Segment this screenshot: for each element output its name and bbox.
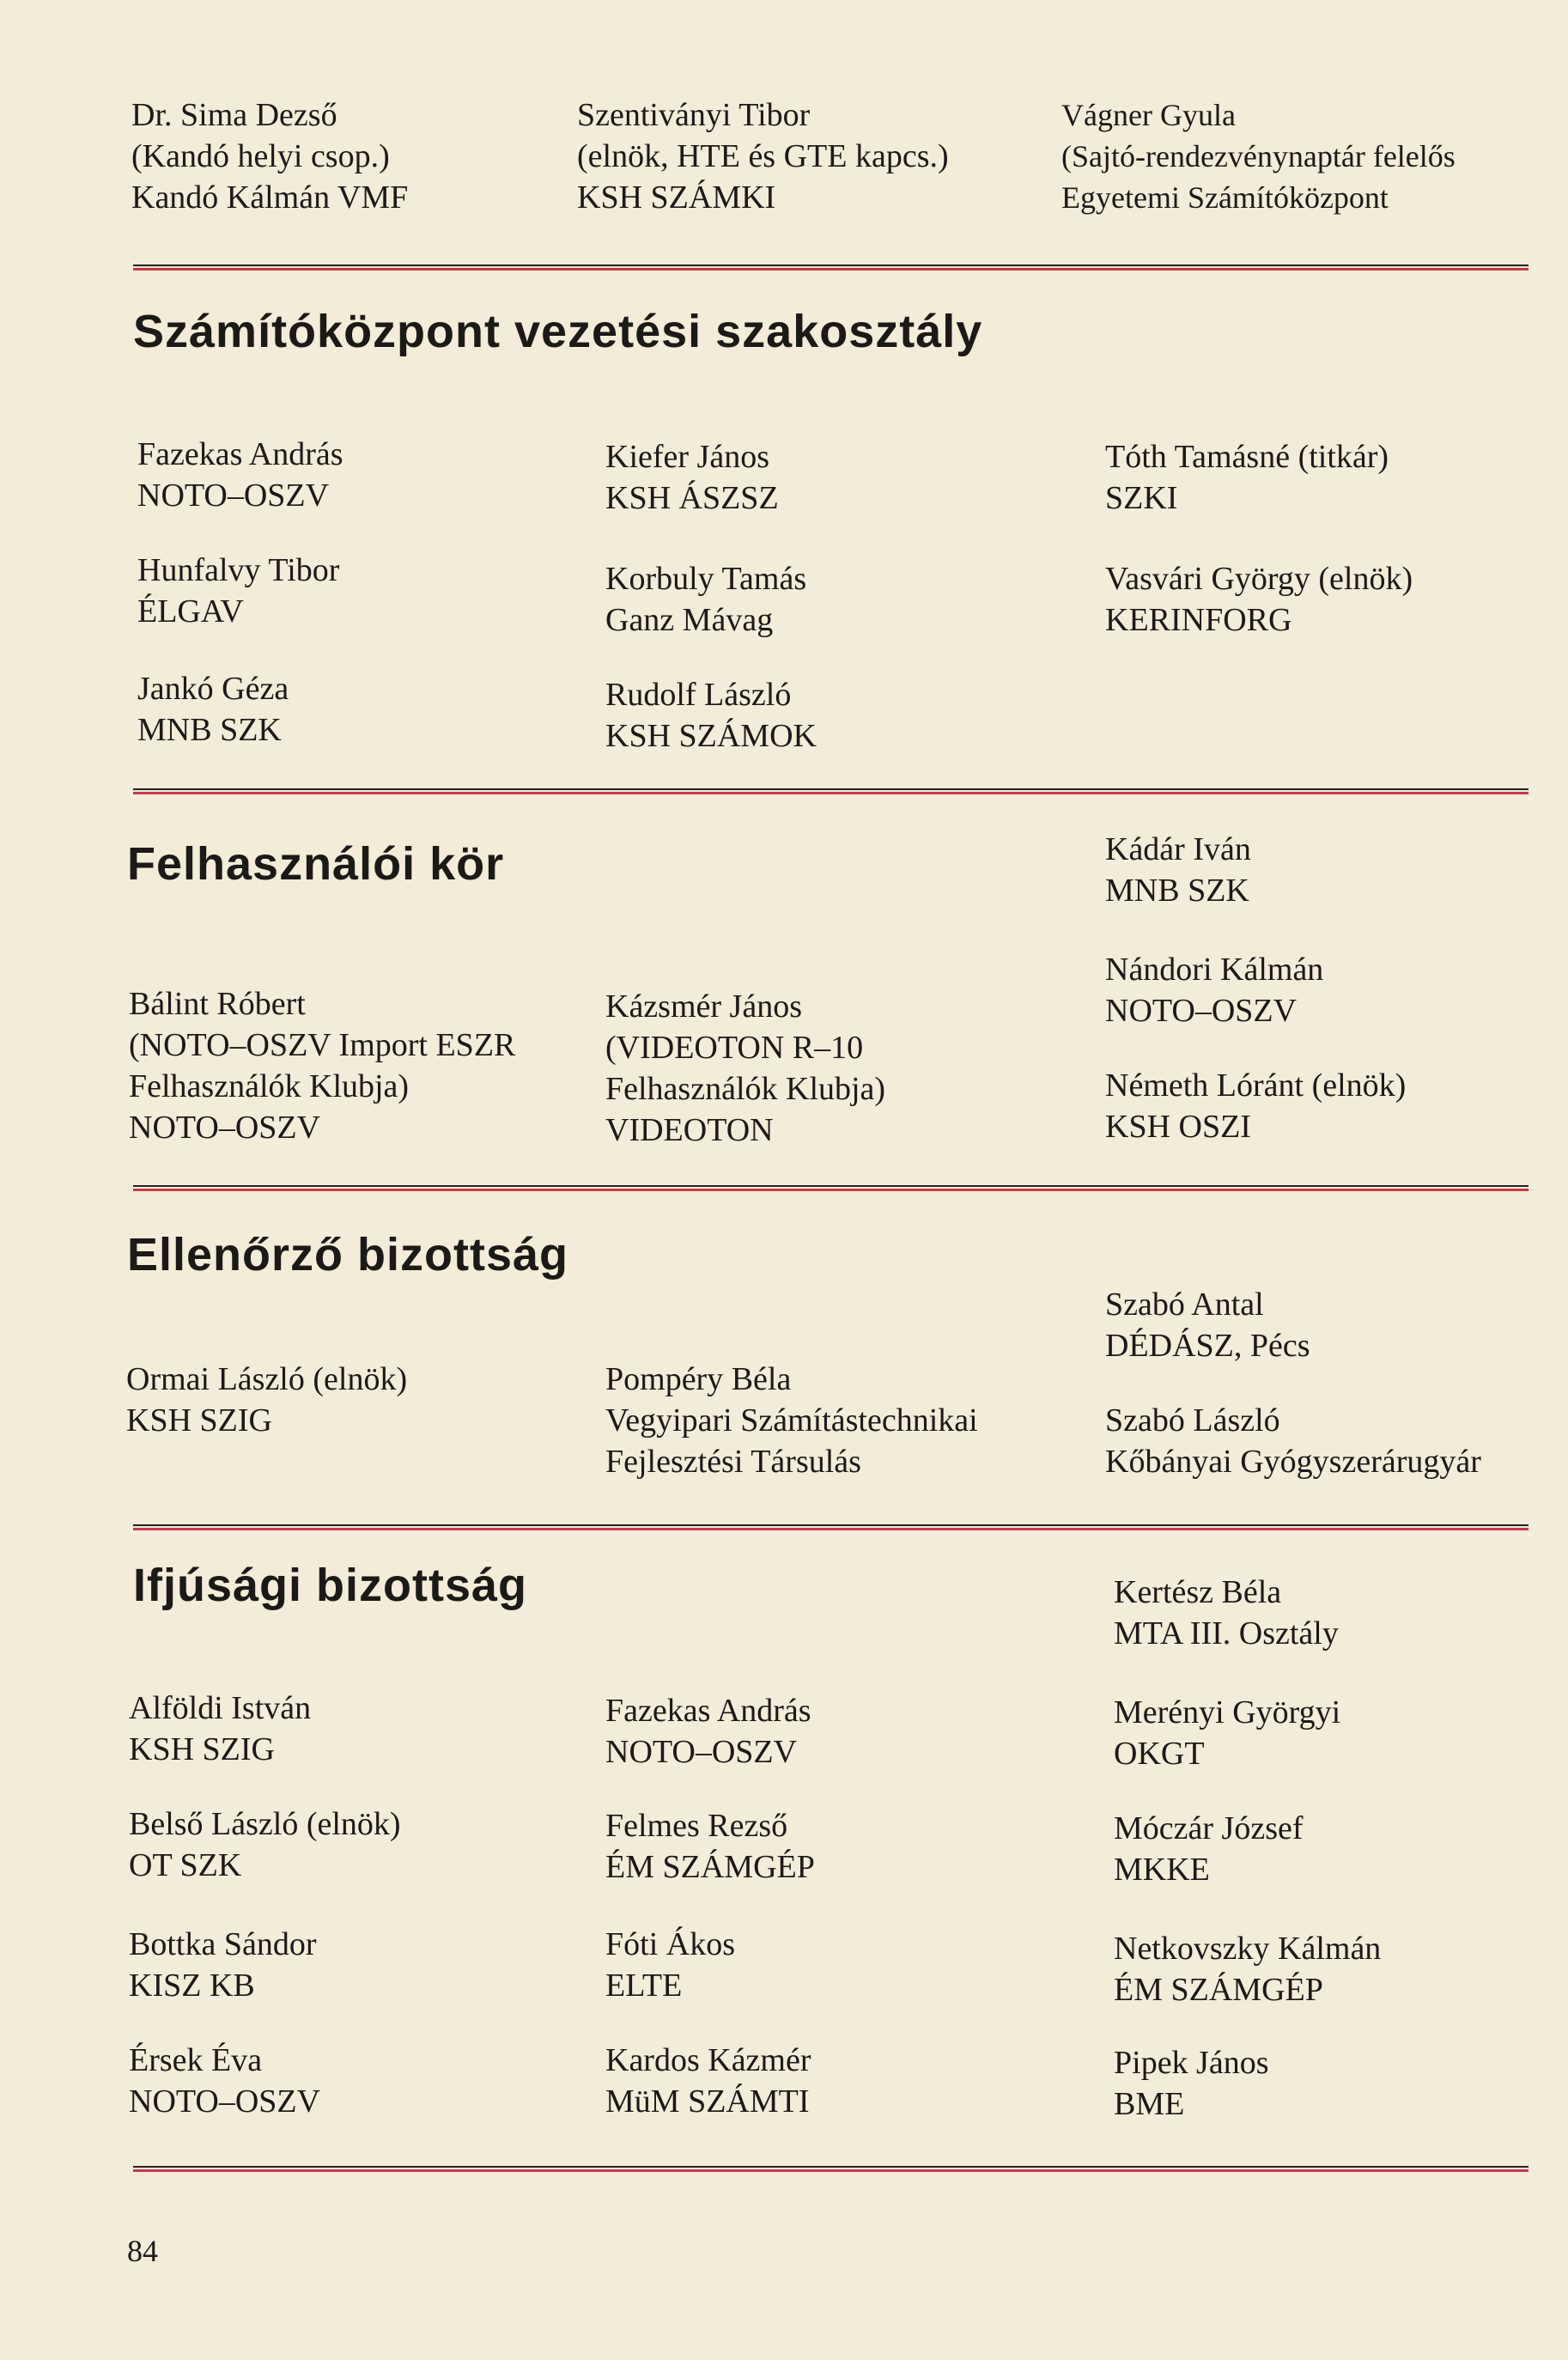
member-affiliation: ÉM SZÁMGÉP [605, 1849, 815, 1885]
member-name: Szabó László [1105, 1402, 1280, 1439]
member-affiliation: MKKE [1114, 1852, 1210, 1888]
member-affiliation: KSH OSZI [1105, 1109, 1251, 1145]
section-divider [133, 2166, 1528, 2168]
member-affiliation: (NOTO–OSZV Import ESZR [129, 1027, 516, 1063]
member-affiliation: ÉLGAV [137, 593, 244, 630]
member-entry [1114, 2042, 1568, 2125]
section-heading: Számítóközpont vezetési szakosztály [133, 306, 983, 357]
member-entry [1105, 1400, 1568, 1482]
member-name: Kardos Kázmér [605, 2042, 811, 2078]
member-affiliation: KSH SZÁMOK [605, 718, 817, 754]
member-entry [605, 986, 1086, 1151]
member-name: Tóth Tamásné (titkár) [1105, 439, 1389, 475]
section-divider [133, 1185, 1528, 1187]
member-name: Kázsmér János [605, 988, 802, 1025]
member-affiliation: KERINFORG [1105, 602, 1292, 638]
member-affiliation: MNB SZK [137, 712, 282, 748]
member-entry [577, 94, 1058, 218]
member-affiliation: MTA III. Osztály [1114, 1615, 1339, 1651]
member-entry [1114, 1808, 1568, 1890]
member-entry [1114, 1692, 1568, 1774]
entry-line: Szentiványi Tibor [577, 97, 811, 133]
member-entry [1105, 1065, 1568, 1147]
member-name: Pompéry Béla [605, 1361, 792, 1397]
member-entry [131, 94, 612, 218]
member-entry [605, 674, 1086, 757]
member-entry [605, 1690, 1086, 1773]
member-name: Kádár Iván [1105, 831, 1251, 867]
member-name: Pipek János [1114, 2045, 1269, 2081]
member-name: Vasvári György (elnök) [1105, 561, 1413, 597]
section-divider [133, 788, 1528, 790]
section-heading: Ellenőrző bizottság [127, 1229, 569, 1280]
member-entry [605, 436, 1086, 519]
member-affiliation: KSH SZIG [129, 1731, 275, 1767]
member-affiliation: Vegyipari Számítástechnikai [605, 1402, 978, 1439]
member-entry [1061, 94, 1542, 218]
member-entry [126, 1359, 607, 1441]
member-affiliation: NOTO–OSZV [129, 1110, 321, 1146]
member-entry [137, 550, 618, 632]
member-affiliation: KISZ KB [129, 1968, 255, 2004]
member-name: Fóti Ákos [605, 1926, 735, 1962]
member-affiliation: OKGT [1114, 1736, 1205, 1772]
member-entry [1105, 829, 1568, 911]
member-name: Nándori Kálmán [1105, 952, 1324, 988]
member-entry [605, 2040, 1086, 2122]
member-affiliation: NOTO–OSZV [129, 2083, 321, 2120]
member-affiliation: ÉM SZÁMGÉP [1114, 1972, 1323, 2008]
member-entry [137, 668, 618, 751]
member-affiliation: (VIDEOTON R–10 [605, 1030, 864, 1066]
member-entry [605, 1805, 1086, 1888]
member-name: Korbuly Tamás [605, 561, 807, 597]
member-name: Bottka Sándor [129, 1926, 317, 1962]
member-affiliation: VIDEOTON [605, 1112, 774, 1148]
member-affiliation: MüM SZÁMTI [605, 2083, 810, 2120]
member-name: Fazekas András [137, 436, 343, 472]
member-entry [1114, 1572, 1568, 1654]
member-affiliation: OT SZK [129, 1847, 242, 1883]
member-affiliation: KSH ÁSZSZ [605, 480, 779, 516]
section-heading: Felhasználói kör [127, 838, 505, 890]
member-entry [129, 2040, 610, 2122]
member-affiliation: Kőbányai Gyógyszerárugyár [1105, 1444, 1481, 1480]
member-entry [129, 1688, 610, 1770]
entry-line: Egyetemi Számítóközpont [1061, 180, 1389, 215]
member-entry [1105, 949, 1568, 1031]
member-entry [129, 983, 610, 1148]
member-affiliation: NOTO–OSZV [605, 1734, 798, 1770]
member-affiliation: SZKI [1105, 480, 1178, 516]
member-name: Felmes Rezső [605, 1808, 788, 1844]
entry-line: (Sajtó-rendezvénynaptár felelős [1061, 139, 1456, 173]
member-name: Ormai László (elnök) [126, 1361, 408, 1397]
section-heading: Ifjúsági bizottság [133, 1560, 528, 1611]
member-affiliation: MNB SZK [1105, 873, 1249, 909]
member-name: Móczár József [1114, 1810, 1304, 1846]
member-entry [605, 1924, 1086, 2006]
member-entry [605, 1359, 1086, 1482]
member-name: Alföldi István [129, 1690, 312, 1726]
member-entry [605, 558, 1086, 641]
member-name: Kertész Béla [1114, 1574, 1282, 1610]
member-entry [129, 1803, 610, 1886]
member-affiliation: Ganz Mávag [605, 602, 774, 638]
member-affiliation: NOTO–OSZV [1105, 993, 1298, 1029]
member-name: Jankó Géza [137, 671, 289, 707]
member-name: Rudolf László [605, 677, 792, 713]
member-name: Bálint Róbert [129, 986, 306, 1022]
entry-line: (elnök, HTE és GTE kapcs.) [577, 138, 949, 174]
member-entry [1105, 558, 1568, 641]
member-entry [1105, 1284, 1568, 1366]
member-name: Fazekas András [605, 1693, 811, 1729]
entry-line: Dr. Sima Dezső [131, 97, 337, 133]
member-name: Netkovszky Kálmán [1114, 1931, 1382, 1967]
member-affiliation: KSH SZIG [126, 1402, 272, 1439]
member-name: Érsek Éva [129, 2042, 263, 2078]
entry-line: Kandó Kálmán VMF [131, 179, 409, 216]
member-affiliation: Felhasználók Klubja) [129, 1068, 410, 1104]
member-affiliation: BME [1114, 2086, 1185, 2122]
member-affiliation: ELTE [605, 1968, 683, 2004]
member-name: Merényi Györgyi [1114, 1694, 1341, 1730]
member-name: Kiefer János [605, 439, 769, 475]
member-affiliation: NOTO–OSZV [137, 477, 330, 514]
member-name: Németh Lóránt (elnök) [1105, 1067, 1407, 1104]
member-name: Belső László (elnök) [129, 1806, 401, 1842]
entry-line: KSH SZÁMKI [577, 179, 776, 216]
member-name: Szabó Antal [1105, 1286, 1264, 1323]
member-entry [129, 1924, 610, 2006]
section-divider [133, 265, 1528, 266]
member-entry [137, 434, 618, 516]
entry-line: Vágner Gyula [1061, 98, 1236, 132]
page-number: 84 [127, 2234, 158, 2268]
section-divider [133, 1524, 1528, 1526]
member-entry [1105, 436, 1568, 519]
entry-line: (Kandó helyi csop.) [131, 138, 390, 174]
member-affiliation: DÉDÁSZ, Pécs [1105, 1328, 1310, 1364]
member-name: Hunfalvy Tibor [137, 552, 340, 588]
member-entry [1114, 1928, 1568, 2010]
member-affiliation: Felhasználók Klubja) [605, 1071, 886, 1107]
member-affiliation: Fejlesztési Társulás [605, 1444, 861, 1480]
